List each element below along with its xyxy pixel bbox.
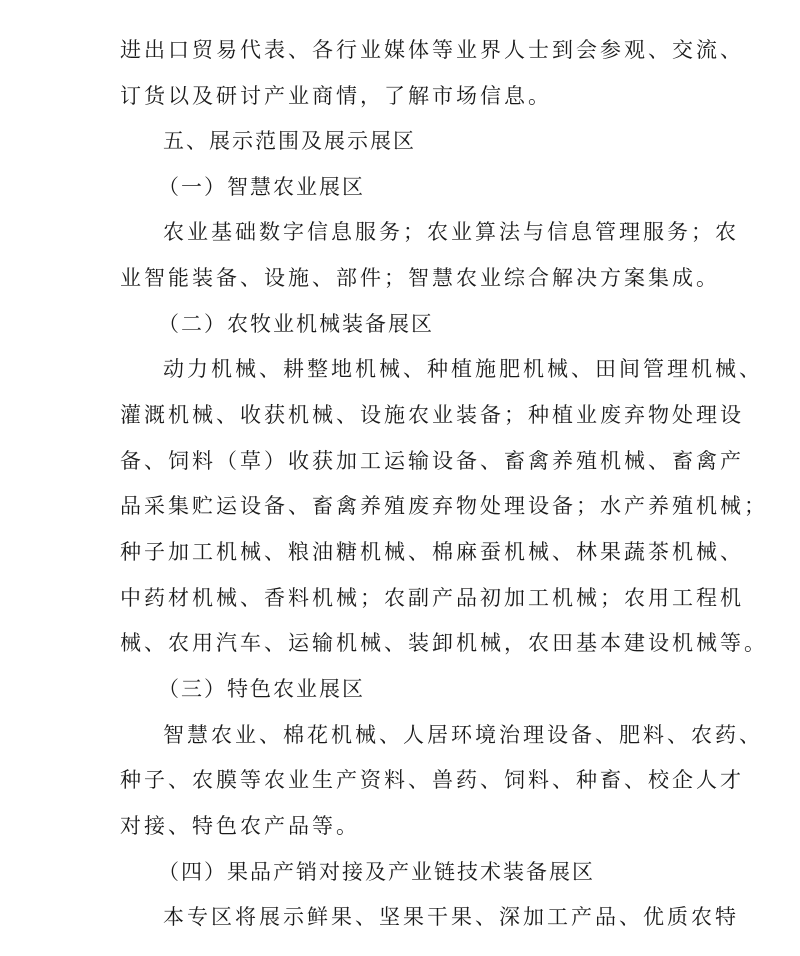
paragraph-line-12: 智慧农业、棉花机械、人居环境治理设备、肥料、农药、 (163, 723, 763, 747)
paragraph-line-14: 对接、特色农产品等。 (120, 814, 360, 838)
subsection-heading-1: （一）智慧农业展区 (158, 175, 365, 199)
paragraph-line-11: 械、农用汽车、运输机械、装卸机械，农田基本建设机械等。 (120, 631, 768, 655)
paragraph-line-4: 业智能装备、设施、部件；智慧农业综合解决方案集成。 (120, 266, 720, 290)
section-heading-5: 五、展示范围及展示展区 (163, 129, 416, 153)
paragraph-line-2: 订货以及研讨产业商情，了解市场信息。 (120, 84, 552, 108)
paragraph-line-9: 种子加工机械、粮油糖机械、棉麻蚕机械、林果蔬茶机械、 (120, 540, 744, 564)
subsection-heading-2: （二）农牧业机械装备展区 (158, 312, 434, 336)
paragraph-line-8: 品采集贮运设备、畜禽养殖废弃物处理设备；水产养殖机械； (120, 494, 768, 518)
paragraph-line-6: 灌溉机械、收获机械、设施农业装备；种植业废弃物处理设 (120, 403, 744, 427)
paragraph-line-7: 备、饲料（草）收获加工运输设备、畜禽养殖机械、畜禽产 (120, 449, 744, 473)
paragraph-line-5: 动力机械、耕整地机械、种植施肥机械、田间管理机械、 (163, 357, 763, 381)
paragraph-line-1: 进出口贸易代表、各行业媒体等业界人士到会参观、交流、 (120, 38, 744, 62)
subsection-heading-4: （四）果品产销对接及产业链技术装备展区 (158, 860, 595, 884)
paragraph-line-10: 中药材机械、香料机械；农副产品初加工机械；农用工程机 (120, 586, 744, 610)
subsection-heading-3: （三）特色农业展区 (158, 677, 365, 701)
paragraph-line-15: 本专区将展示鲜果、坚果干果、深加工产品、优质农特 (163, 905, 739, 929)
paragraph-line-3: 农业基础数字信息服务；农业算法与信息管理服务；农 (163, 220, 739, 244)
paragraph-line-13: 种子、农膜等农业生产资料、兽药、饲料、种畜、校企人才 (120, 768, 744, 792)
